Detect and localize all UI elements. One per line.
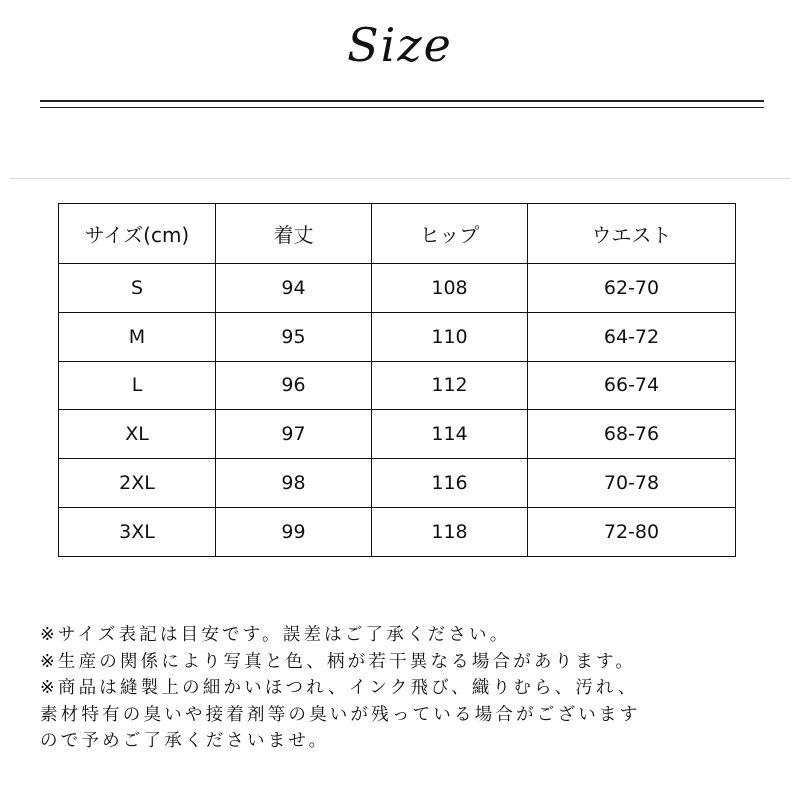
- note-line: ※サイズ表記は目安です。誤差はご了承ください。: [40, 625, 511, 645]
- cell-length: 97: [216, 410, 372, 459]
- title-divider-top: [40, 100, 764, 102]
- note-line: 素材特有の臭いや接着剤等の臭いが残っている場合がございます: [40, 704, 641, 725]
- cell-hip: 118: [372, 507, 528, 556]
- cell-waist: 64-72: [528, 312, 736, 361]
- cell-length: 98: [216, 459, 372, 508]
- cell-size: S: [59, 264, 216, 313]
- table-row: [59, 361, 736, 410]
- table-row: [59, 312, 736, 361]
- title-divider-bottom: [40, 107, 764, 108]
- size-table: [58, 203, 736, 557]
- cell-waist: 62-70: [528, 264, 736, 313]
- note-line: ので予めご了承くださいませ。: [40, 731, 330, 751]
- header-hip: ヒップ: [372, 204, 528, 264]
- cell-hip: 108: [372, 264, 528, 313]
- table-row: [59, 459, 736, 508]
- cell-size: M: [59, 312, 216, 361]
- cell-size: XL: [59, 410, 216, 459]
- table-row: [59, 410, 736, 459]
- cell-length: 99: [216, 507, 372, 556]
- header-size: サイズ(cm): [59, 204, 216, 264]
- cell-length: 95: [216, 312, 372, 361]
- cell-waist: 72-80: [528, 507, 736, 556]
- cell-size: L: [59, 361, 216, 410]
- size-notes: [40, 622, 780, 755]
- cell-hip: 112: [372, 361, 528, 410]
- cell-hip: 116: [372, 459, 528, 508]
- cell-hip: 110: [372, 312, 528, 361]
- table-row: [59, 507, 736, 556]
- cell-waist: 68-76: [528, 410, 736, 459]
- cell-waist: 66-74: [528, 361, 736, 410]
- header-length: 着丈: [216, 204, 372, 264]
- page-title: Size: [347, 18, 453, 72]
- section-divider: [10, 178, 790, 179]
- cell-hip: 114: [372, 410, 528, 459]
- table-row: [59, 264, 736, 313]
- cell-length: 96: [216, 361, 372, 410]
- header-waist: ウエスト: [528, 204, 736, 264]
- table-header-row: [59, 204, 736, 264]
- cell-size: 3XL: [59, 507, 216, 556]
- note-line: ※生産の関係により写真と色、柄が若干異なる場合があります。: [40, 651, 637, 672]
- cell-waist: 70-78: [528, 459, 736, 508]
- cell-size: 2XL: [59, 459, 216, 508]
- cell-length: 94: [216, 264, 372, 313]
- note-line: ※商品は縫製上の細かいほつれ、インク飛び、織りむら、汚れ、: [40, 678, 639, 698]
